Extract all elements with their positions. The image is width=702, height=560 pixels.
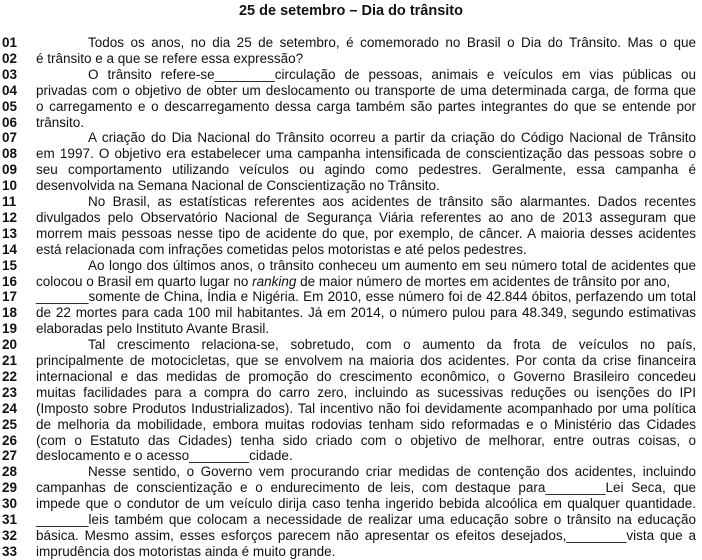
- line-text: Tal crescimento relaciona-se, sobretudo, com o aumento da frota de veículos no país,: [88, 337, 696, 353]
- text-line: [0, 305, 702, 321]
- line-number: 05: [2, 98, 18, 114]
- line-number: 13: [2, 225, 18, 241]
- line-text: em 1997. O objetivo era estabelecer uma campanha intensificada de conscientização das pessoas sobre o: [36, 146, 696, 162]
- line-text: de melhoria da mobilidade, embora muitas rodovias tenham sido reformadas e o Ministério das Cidades: [36, 416, 696, 432]
- line-text: (com o Estatuto das Cidades) tenha sido criado com o objetivo de melhorar, entre outras coisas, o: [36, 432, 696, 448]
- line-text: morrem mais pessoas nesse tipo de acidente do que, por exemplo, de câncer. A maioria desses acidentes: [36, 225, 696, 241]
- line-number: 20: [2, 337, 18, 353]
- text-line: [0, 178, 702, 194]
- line-text: imprudência dos motoristas ainda é muito grande.: [36, 543, 336, 559]
- text-line: [0, 433, 702, 449]
- line-text: (Imposto sobre Produtos Industrializados). Tal incentivo não foi devidamente acompanhado por uma política: [36, 400, 696, 416]
- line-number: 14: [2, 241, 18, 257]
- text-line: [0, 544, 702, 560]
- text-line: [0, 146, 702, 162]
- text-line: [0, 353, 702, 369]
- line-number: 22: [2, 368, 18, 384]
- line-number: 21: [2, 353, 18, 368]
- document-title: 25 de setembro – Dia do trânsito: [238, 3, 463, 19]
- text-line: [0, 369, 702, 385]
- line-number: 32: [2, 527, 18, 543]
- line-number: 30: [2, 496, 18, 512]
- line-text: campanhas de conscientização e o endurecimento de leis, com destaque para________Lei Seca, que: [36, 480, 696, 496]
- line-number: 26: [2, 432, 18, 448]
- line-number: 04: [2, 82, 18, 98]
- line-text: privadas com o objetivo de obter um deslocamento ou transporte de uma determinada carga, de forma que: [36, 82, 696, 98]
- text-line: [0, 289, 702, 305]
- line-text: seu comportamento utilizando veículos ou agindo como pedestres. Geralmente, essa campanha é: [36, 162, 696, 178]
- text-line: [0, 448, 702, 464]
- line-text: deslocamento e o acesso________cidade.: [36, 448, 293, 464]
- line-text: Ao longo dos últimos anos, o trânsito conheceu um aumento em seu número total de acidentes que: [88, 257, 696, 273]
- line-number: 29: [2, 480, 18, 496]
- line-number: 02: [2, 50, 18, 66]
- line-text: o carregamento e o descarregamento dessa carga também são partes integrantes do que se entende por: [36, 98, 696, 114]
- text-line: [0, 464, 702, 480]
- text-line: [0, 496, 702, 512]
- line-text: internacional e das medidas de promoção do crescimento econômico, o Governo Brasileiro concedeu: [36, 368, 696, 384]
- text-line: [0, 83, 702, 99]
- text-line: [0, 274, 702, 290]
- line-number: 07: [2, 130, 18, 146]
- line-number: 19: [2, 321, 18, 337]
- text-line: [0, 194, 702, 210]
- line-text: Nesse sentido, o Governo vem procurando criar medidas de contenção dos acidentes, incluindo: [88, 464, 696, 480]
- line-number: 08: [2, 146, 18, 162]
- line-number: 01: [2, 35, 18, 50]
- text-line: [0, 480, 702, 496]
- line-text: está relacionada com infrações cometidas pelos motoristas e até pelos pedestres.: [36, 241, 527, 257]
- line-text: O trânsito refere-se________circulação de pessoas, animais e veículos em vias públicas ou: [88, 66, 696, 82]
- line-number: 25: [2, 416, 18, 432]
- line-number: 27: [2, 448, 18, 464]
- line-text: impede que o condutor de um veículo dirija caso tenha ingerido bebida alcoólica em qualquer quantidade.: [36, 496, 696, 512]
- line-text: básica. Mesmo assim, esses esforços parecem não apresentar os efeitos desejados,________vista que a: [36, 527, 696, 543]
- text-line: [0, 401, 702, 417]
- line-text: desenvolvida na Semana Nacional de Conscientização no Trânsito.: [36, 178, 440, 194]
- line-number: 03: [2, 66, 18, 82]
- line-text: muitas facilidades para a compra do carro zero, incluindo as sucessivas reduções ou isenções do IPI: [36, 384, 696, 400]
- line-number: 23: [2, 384, 18, 400]
- text-line: [0, 226, 702, 242]
- line-text: Todos os anos, no dia 25 de setembro, é comemorado no Brasil o Dia do Trânsito. Mas o que: [88, 35, 696, 50]
- line-text: elaboradas pelo Instituto Avante Brasil.: [36, 321, 270, 337]
- line-text: principalmente de motocicletas, que se envolvem na maioria dos acidentes. Por conta da crise financeira: [36, 353, 696, 368]
- line-number: 15: [2, 257, 18, 273]
- line-number: 11: [2, 194, 17, 209]
- text-line: [0, 210, 702, 226]
- text-line: [0, 99, 702, 115]
- line-number: 16: [2, 273, 18, 289]
- text-line: [0, 162, 702, 178]
- line-text: de 22 mortes para cada 100 mil habitantes. Já em 2014, o número pulou para 48.349, segundo estimativas: [36, 305, 696, 321]
- text-line: [0, 67, 702, 83]
- line-number: 17: [2, 289, 18, 305]
- line-number: 18: [2, 305, 18, 321]
- line-text: colocou o Brasil em quarto lugar no ranking de maior número de mortes em acidentes de trânsito por ano,: [36, 273, 671, 289]
- text-line: [0, 512, 702, 528]
- line-text: é trânsito e a que se refere essa expressão?: [36, 50, 304, 66]
- text-line: [0, 115, 702, 131]
- text-line: [0, 51, 702, 67]
- line-number: 09: [2, 162, 18, 178]
- text-line: [0, 337, 702, 353]
- text-line: [0, 242, 702, 258]
- line-number: 33: [2, 543, 18, 559]
- text-line: [0, 35, 702, 51]
- line-text: _______leis também que colocam a necessidade de realizar uma educação sobre o trânsito na educação: [36, 512, 696, 527]
- line-text: trânsito.: [36, 114, 85, 130]
- line-number: 28: [2, 464, 18, 480]
- text-line: [0, 528, 702, 544]
- line-text: A criação do Dia Nacional do Trânsito ocorreu a partir da criação do Código Nacional de Trânsito: [88, 130, 696, 146]
- line-number: 06: [2, 114, 18, 130]
- text-line: [0, 417, 702, 433]
- line-number: 24: [2, 400, 18, 416]
- text-line: [0, 258, 702, 274]
- line-number: 10: [2, 178, 18, 194]
- text-line: [0, 385, 702, 401]
- line-number: 31: [2, 512, 18, 527]
- line-text: No Brasil, as estatísticas referentes aos acidentes de trânsito são alarmantes. Dados recentes: [88, 194, 696, 209]
- text-line: [0, 321, 702, 337]
- line-number: 12: [2, 209, 18, 225]
- line-text: _______somente de China, Índia e Nigéria. Em 2010, esse número foi de 42.844 óbitos, perfazendo um total: [36, 289, 696, 305]
- line-text: divulgados pelo Observatório Nacional de Segurança Viária referentes ao ano de 2013 asseguram que: [36, 209, 696, 225]
- text-line: [0, 130, 702, 146]
